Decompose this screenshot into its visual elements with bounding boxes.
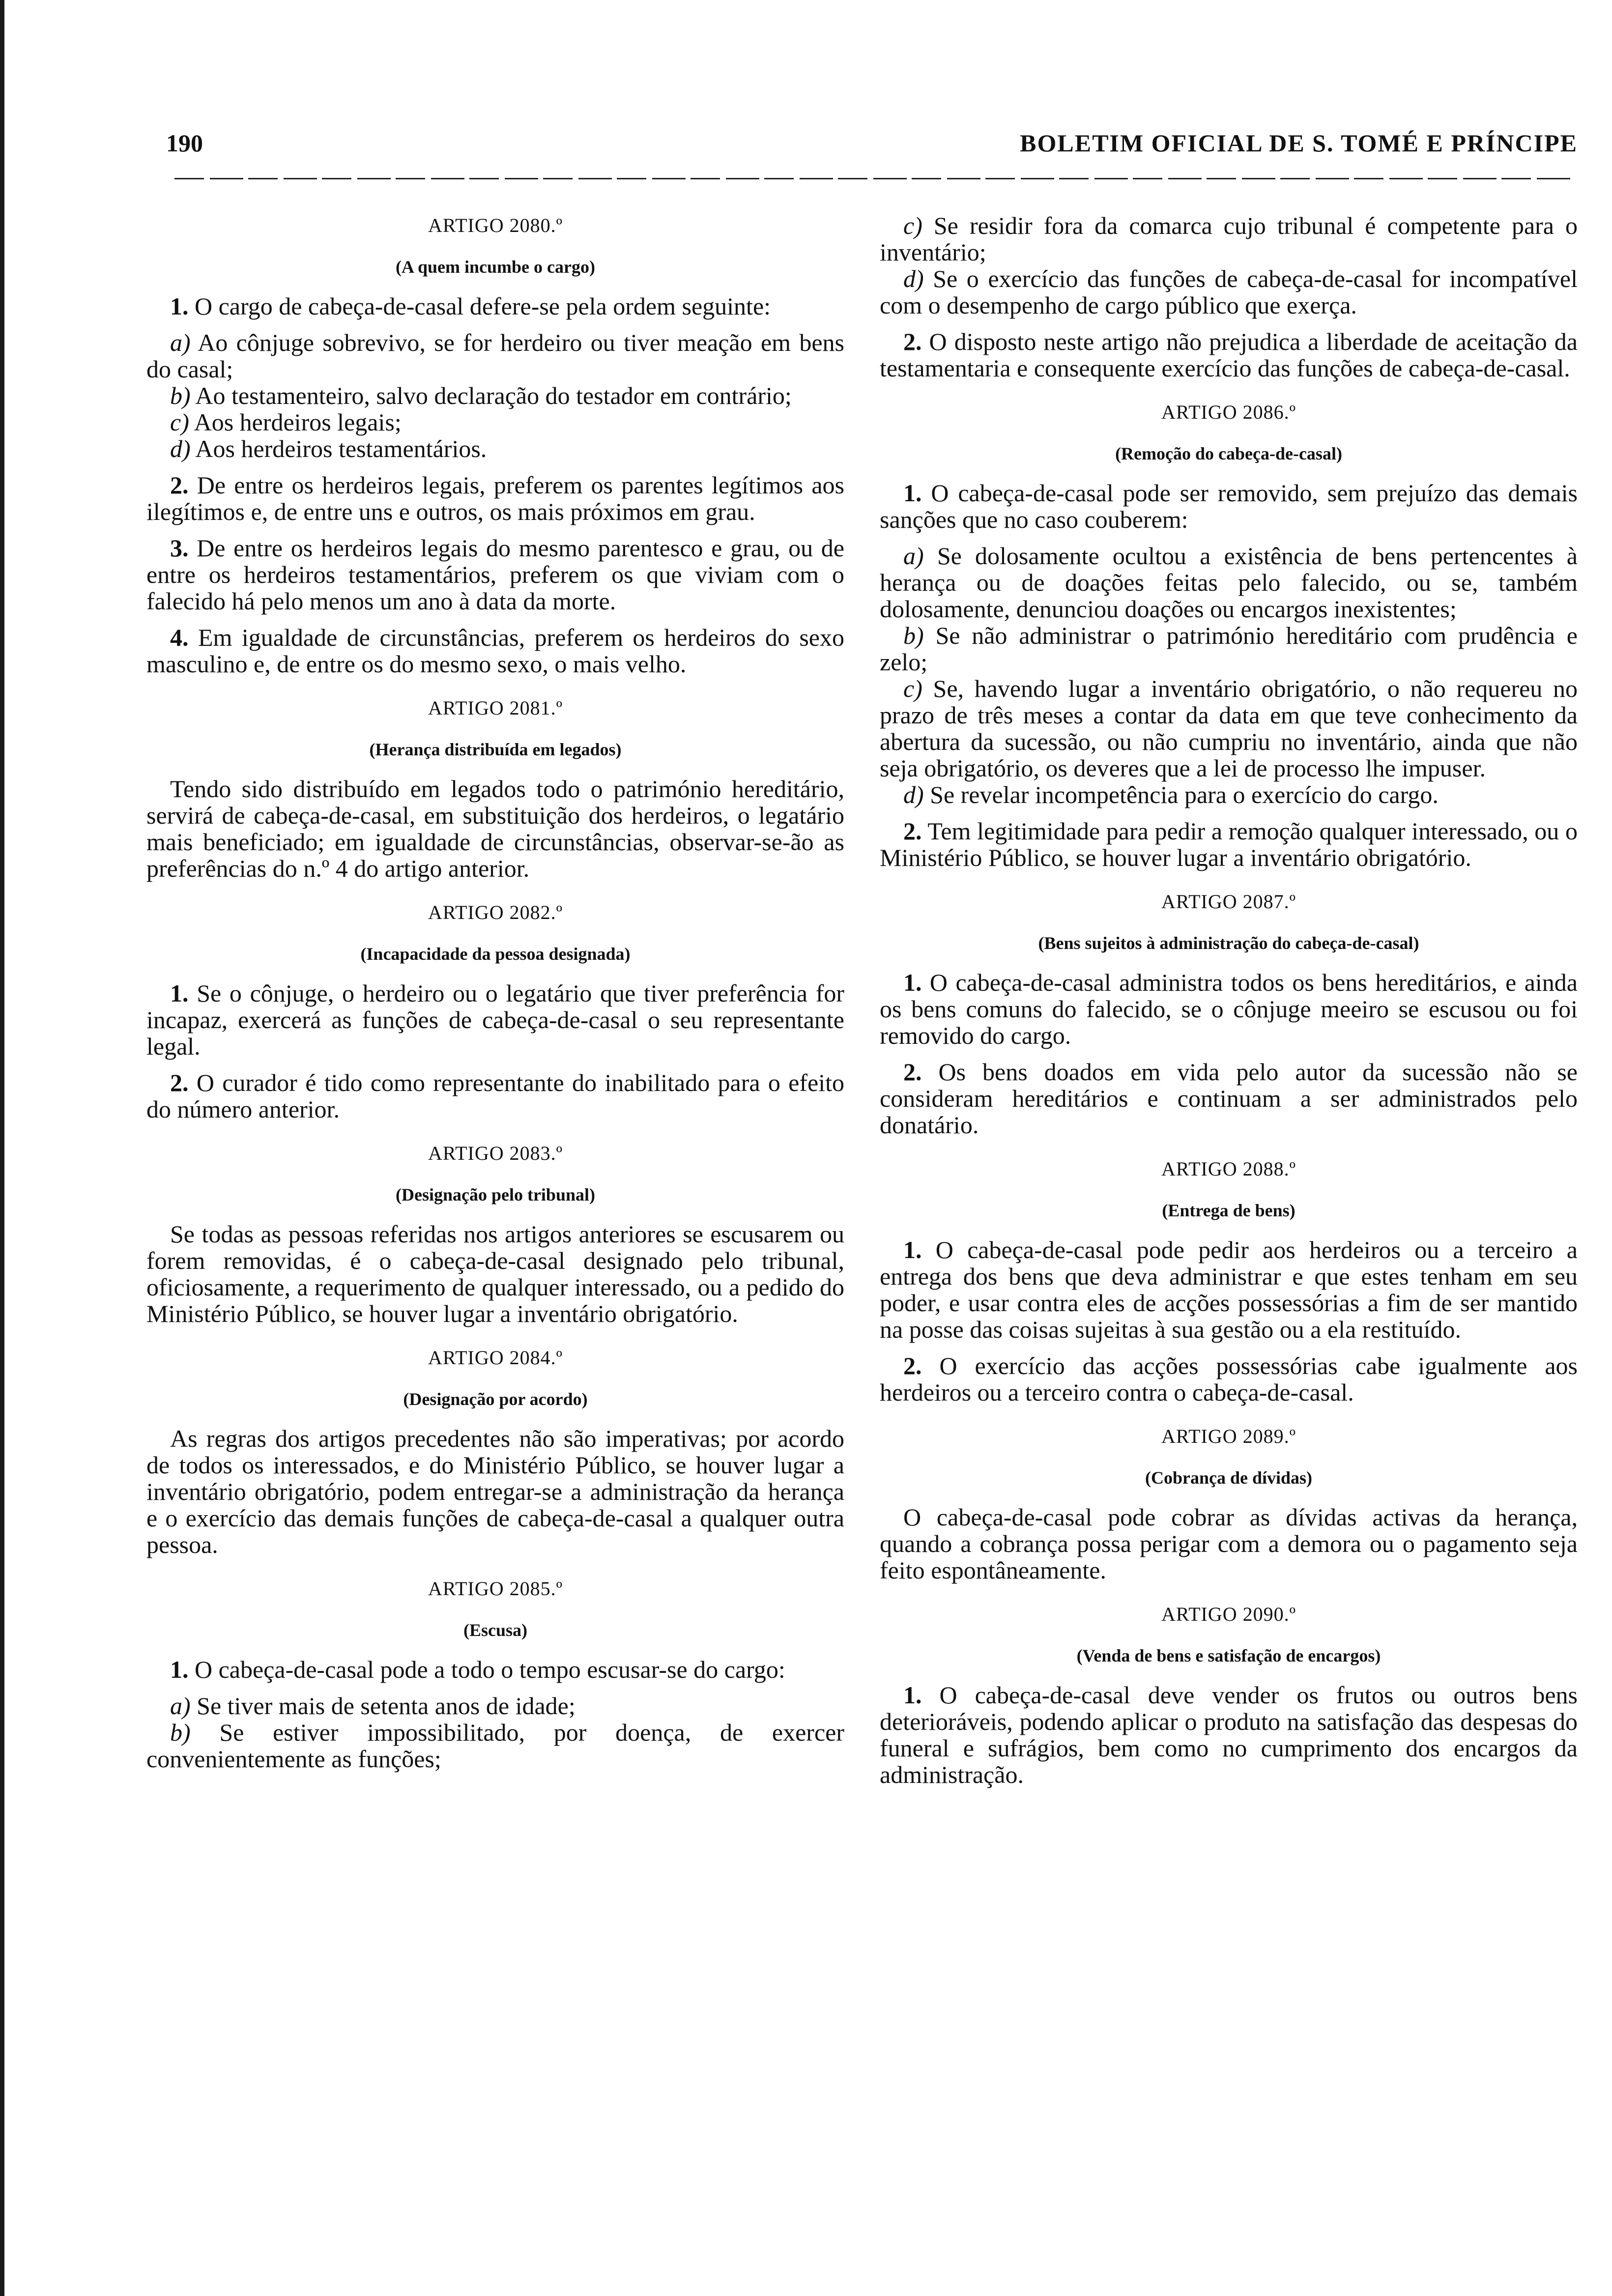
- right-column: [880, 212, 1578, 1788]
- paragraph: [146, 1656, 844, 1683]
- paragraph-text: O cabeça-de-casal pode ser removido, sem prejuízo das demais sanções que no caso couberem:: [880, 479, 1578, 533]
- paragraph-text: Se, havendo lugar a inventário obrigatório, o não requereu no prazo de três meses a contar da data em que teve conhecimento da abertura da sucessão, ou não cumpriu no inventário, ainda que não seja obrigatório, os deveres que a lei de processo lhe impuser.: [880, 675, 1578, 782]
- paragraph: [146, 1693, 844, 1719]
- article-heading: ARTIGO 2081.º: [428, 697, 563, 719]
- paragraph-letter: b): [170, 382, 191, 409]
- article-heading: ARTIGO 2088.º: [1161, 1158, 1296, 1180]
- paragraph-letter: d): [903, 265, 924, 292]
- paragraph-letter: d): [170, 435, 191, 462]
- paragraph-text: Tendo sido distribuído em legados todo o património hereditário, servirá de cabeça-de-casal, em substituição dos herdeiros, o legatário mais beneficiado; em igualdade de circunstâncias, observar-se-ão as preferências do n.º 4 do artigo anterior.: [146, 775, 844, 882]
- article-heading: ARTIGO 2084.º: [428, 1347, 563, 1369]
- paragraph-letter: c): [903, 212, 922, 239]
- article-heading: ARTIGO 2089.º: [1161, 1425, 1296, 1447]
- article-subtitle: (Bens sujeitos à administração do cabeça-de-casal): [1038, 933, 1419, 953]
- paragraph-number: 2.: [170, 1069, 189, 1096]
- article-heading: ARTIGO 2087.º: [1161, 890, 1296, 913]
- article-heading: ARTIGO 2082.º: [428, 901, 563, 923]
- paragraph-text: Se estiver impossibilitado, por doença, de exercer convenientemente as funções;: [146, 1719, 844, 1773]
- article-subtitle: (Venda de bens e satisfação de encargos): [1076, 1646, 1381, 1665]
- header-rule: [174, 178, 1575, 179]
- paragraph-number: 4.: [170, 624, 189, 651]
- paragraph-text: O cabeça-de-casal deve vender os frutos ou outros bens deterioráveis, podendo aplicar o produto na satisfação das despesas do funeral e sufrágios, bem como no cumprimento dos encargos da administração.: [880, 1681, 1578, 1788]
- page-number: 190: [166, 129, 203, 157]
- paragraph-text: Se dolosamente ocultou a existência de bens pertencentes à herança ou de doações feitas pelo falecido, ou se, também dolosamente, denunciou doações ou encargos inexistentes;: [880, 542, 1578, 623]
- paragraph: [146, 435, 844, 462]
- paragraph: [880, 675, 1578, 781]
- scan-edge: [0, 0, 4, 2296]
- paragraph: [146, 472, 844, 525]
- paragraph-number: 2.: [903, 1352, 922, 1379]
- article-heading: ARTIGO 2080.º: [428, 214, 563, 236]
- paragraph-text: Aos herdeiros legais;: [189, 408, 402, 436]
- paragraph-text: Se não administrar o património hereditário com prudência e zelo;: [880, 622, 1578, 676]
- paragraph-text: O cabeça-de-casal pode cobrar as dívidas activas da herança, quando a cobrança possa perigar com a demora ou o pagamento seja feito espontâneamente.: [880, 1503, 1578, 1584]
- article-subtitle: (Remoção do cabeça-de-casal): [1115, 444, 1342, 463]
- paragraph-number: 2.: [903, 817, 922, 845]
- paragraph: [880, 781, 1578, 808]
- paragraph-text: Se revelar incompetência para o exercício do cargo.: [923, 781, 1439, 808]
- article-heading: ARTIGO 2083.º: [428, 1142, 563, 1164]
- paragraph-number: 2.: [903, 1058, 922, 1086]
- article-subtitle: (Entrega de bens): [1162, 1201, 1295, 1220]
- paragraph: [146, 775, 844, 882]
- article-subtitle: (Escusa): [463, 1620, 527, 1640]
- paragraph: [146, 409, 844, 435]
- running-title: BOLETIM OFICIAL DE S. TOMÉ E PRÍNCIPE: [1020, 129, 1578, 157]
- left-column: [146, 212, 844, 1772]
- paragraph-text: O cabeça-de-casal administra todos os bens hereditários, e ainda os bens comuns do falecido, se o cônjuge meeiro se escusou ou foi removido do cargo.: [880, 969, 1578, 1049]
- paragraph-number: 1.: [170, 292, 189, 320]
- paragraph-letter: a): [903, 542, 924, 570]
- paragraph-text: Se tiver mais de setenta anos de idade;: [190, 1692, 576, 1720]
- paragraph-text: O cabeça-de-casal pode pedir aos herdeiros ou a terceiro a entrega dos bens que deva administrar e que estes tenham em seu poder, e usar contra eles de acções possessórias a fim de ser mantido na posse das coisas sujeitas à sua gestão ou a ela restituído.: [880, 1236, 1578, 1343]
- paragraph-text: Os bens doados em vida pelo autor da sucessão não se consideram hereditários e continuam a ser administrados pelo donatário.: [880, 1058, 1578, 1139]
- paragraph-text: Se residir fora da comarca cujo tribunal é competente para o inventário;: [880, 212, 1578, 266]
- paragraph: [146, 1069, 844, 1122]
- paragraph-text: De entre os herdeiros legais, preferem os parentes legítimos aos ilegítimos e, de entre uns e outros, os mais próximos em grau.: [146, 471, 844, 525]
- article-heading: ARTIGO 2086.º: [1161, 401, 1296, 423]
- paragraph: [880, 1236, 1578, 1343]
- paragraph-text: Ao testamenteiro, salvo declaração do testador em contrário;: [190, 382, 792, 409]
- paragraph-letter: a): [170, 329, 191, 356]
- paragraph-text: O curador é tido como representante do inabilitado para o efeito do número anterior.: [146, 1069, 844, 1123]
- paragraph-number: 1.: [903, 969, 922, 996]
- paragraph-text: Se todas as pessoas referidas nos artigos anteriores se escusarem ou forem removidas, é o cabeça-de-casal designado pelo tribunal, oficiosamente, a requerimento de qualquer interessado, ou a pedido do Ministério Público, se houver lugar a inventário obrigatório.: [146, 1220, 844, 1327]
- paragraph-letter: c): [903, 675, 922, 702]
- paragraph-letter: a): [170, 1692, 191, 1720]
- paragraph: [880, 622, 1578, 675]
- paragraph-number: 1.: [903, 479, 922, 507]
- paragraph-number: 2.: [170, 471, 189, 499]
- paragraph-text: Ao cônjuge sobrevivo, se for herdeiro ou tiver meação em bens do casal;: [146, 329, 844, 383]
- paragraph: [880, 212, 1578, 265]
- paragraph-number: 1.: [170, 1656, 189, 1683]
- paragraph-text: De entre os herdeiros legais do mesmo parentesco e grau, ou de entre os herdeiros testamentários, preferem os que viviam com o falecido há pelo menos um ano à data da morte.: [146, 534, 844, 615]
- paragraph-text: O cargo de cabeça-de-casal defere-se pela ordem seguinte:: [188, 292, 771, 320]
- paragraph: [146, 1221, 844, 1327]
- paragraph-number: 2.: [903, 328, 922, 355]
- article-subtitle: (A quem incumbe o cargo): [396, 257, 595, 277]
- paragraph-text: O exercício das acções possessórias cabe igualmente aos herdeiros ou a terceiro contra o cabeça-de-casal.: [880, 1352, 1578, 1406]
- article-subtitle: (Designação por acordo): [403, 1389, 588, 1409]
- article-heading: ARTIGO 2085.º: [428, 1578, 563, 1600]
- paragraph-number: 1.: [170, 979, 189, 1007]
- paragraph: [880, 1059, 1578, 1138]
- paragraph: [146, 980, 844, 1060]
- paragraph: [880, 265, 1578, 318]
- article-subtitle: (Designação pelo tribunal): [395, 1185, 595, 1205]
- paragraph-text: As regras dos artigos precedentes não são imperativas; por acordo de todos os interessados, e do Ministério Público, se houver lugar a inventário obrigatório, podem entregar-se a administração da herança e o exercício das demais funções de cabeça-de-casal a qualquer outra pessoa.: [146, 1425, 844, 1558]
- paragraph: [880, 480, 1578, 533]
- paragraph-letter: c): [170, 408, 189, 436]
- paragraph-number: 1.: [903, 1681, 922, 1709]
- paragraph: [880, 1682, 1578, 1788]
- paragraph-letter: b): [903, 622, 924, 649]
- paragraph: [146, 329, 844, 382]
- paragraph-text: O disposto neste artigo não prejudica a liberdade de aceitação da testamentaria e consequente exercício das funções de cabeça-de-casal.: [880, 328, 1578, 382]
- paragraph-text: Em igualdade de circunstâncias, preferem os herdeiros do sexo masculino e, de entre os do mesmo sexo, o mais velho.: [146, 624, 844, 678]
- paragraph: [880, 543, 1578, 622]
- paragraph: [880, 1352, 1578, 1406]
- paragraph: [146, 624, 844, 677]
- paragraph: [880, 328, 1578, 381]
- paragraph-number: 1.: [903, 1236, 922, 1263]
- paragraph: [880, 969, 1578, 1049]
- article-subtitle: (Incapacidade da pessoa designada): [360, 944, 631, 964]
- paragraph: [146, 1719, 844, 1772]
- paragraph-text: Se o exercício das funções de cabeça-de-casal for incompatível com o desempenho de cargo público que exerça.: [880, 265, 1578, 319]
- paragraph-number: 3.: [170, 534, 189, 562]
- paragraph-text: Se o cônjuge, o herdeiro ou o legatário que tiver preferência for incapaz, exercerá as funções de cabeça-de-casal o seu representante legal.: [146, 979, 844, 1060]
- paragraph: [880, 818, 1578, 871]
- paragraph-text: Aos herdeiros testamentários.: [190, 435, 487, 462]
- paragraph: [146, 382, 844, 409]
- article-subtitle: (Cobrança de dívidas): [1145, 1468, 1313, 1488]
- paragraph-text: Tem legitimidade para pedir a remoção qualquer interessado, ou o Ministério Público, se houver lugar a inventário obrigatório.: [880, 817, 1578, 871]
- paragraph-letter: b): [170, 1719, 191, 1746]
- article-subtitle: (Herança distribuída em legados): [369, 740, 622, 759]
- paragraph: [146, 535, 844, 614]
- paragraph: [880, 1504, 1578, 1583]
- article-heading: ARTIGO 2090.º: [1161, 1603, 1296, 1625]
- paragraph-text: O cabeça-de-casal pode a todo o tempo escusar-se do cargo:: [188, 1656, 785, 1683]
- paragraph: [146, 293, 844, 319]
- paragraph-letter: d): [903, 781, 924, 808]
- paragraph: [146, 1425, 844, 1558]
